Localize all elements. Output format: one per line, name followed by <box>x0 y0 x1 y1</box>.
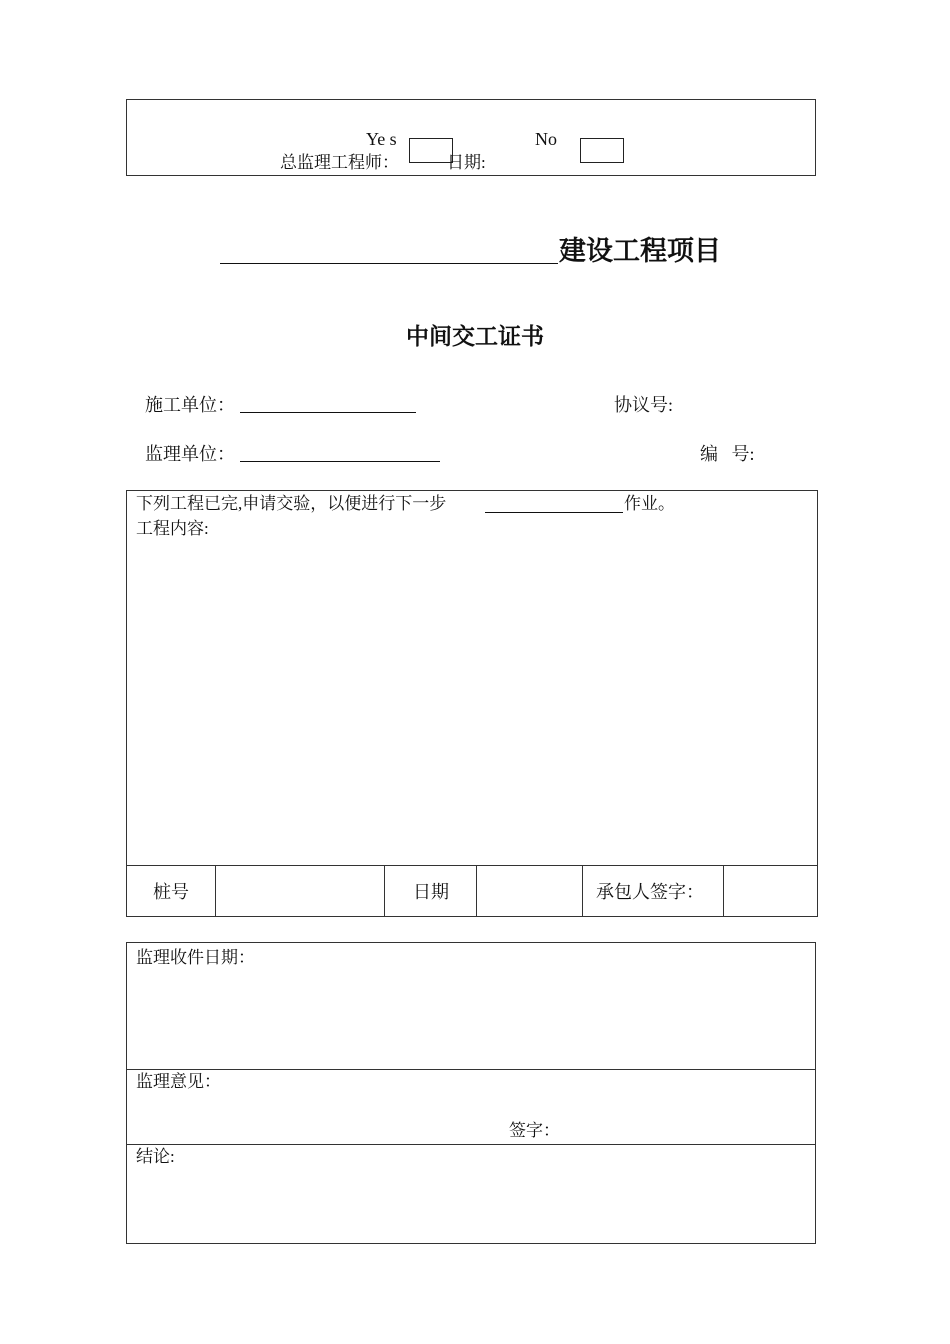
no-label: No <box>535 129 557 149</box>
agreement-number-label: 协议号: <box>614 395 674 415</box>
row-divider <box>127 865 817 866</box>
contractor-blank[interactable] <box>240 412 416 413</box>
approval-date-label: 日期: <box>447 153 486 172</box>
next-step-blank[interactable] <box>485 512 623 513</box>
work-date-cell[interactable] <box>478 867 581 915</box>
project-title-suffix: 建设工程项目 <box>559 236 721 266</box>
col-divider-3 <box>476 865 477 917</box>
work-content-label: 工程内容: <box>136 519 209 538</box>
stake-number-cell[interactable] <box>217 867 383 915</box>
work-content-area[interactable] <box>136 543 806 861</box>
col-divider-4 <box>582 865 583 917</box>
conclusion-label: 结论: <box>136 1147 175 1166</box>
receipt-date-label: 监理收件日期： <box>136 948 255 967</box>
no-checkbox[interactable] <box>580 138 624 163</box>
work-statement-before: 下列工程已完,申请交验，以便进行下一步 <box>136 494 447 513</box>
receipt-date-area[interactable] <box>136 971 806 1067</box>
col-divider-5 <box>723 865 724 917</box>
stake-number-label: 桩号 <box>153 882 189 902</box>
work-date-label: 日期 <box>413 882 449 902</box>
certificate-title: 中间交工证书 <box>406 324 544 349</box>
approval-box <box>126 99 816 176</box>
serial-number-label: 编 号: <box>700 444 755 464</box>
supervision-divider-2 <box>127 1144 815 1145</box>
contractor-signature-cell[interactable] <box>725 867 815 915</box>
supervision-divider-1 <box>127 1069 815 1070</box>
supervisor-label: 监理单位： <box>145 444 235 464</box>
supervisor-blank[interactable] <box>240 461 440 462</box>
work-statement-after: 作业。 <box>624 494 675 513</box>
work-content-table <box>126 490 818 917</box>
supervisor-opinion-label: 监理意见： <box>136 1072 221 1091</box>
project-name-blank[interactable] <box>220 263 558 264</box>
contractor-label: 施工单位： <box>145 395 235 415</box>
supervisor-opinion-area[interactable] <box>136 1093 506 1141</box>
supervisor-sign-label: 签字： <box>509 1121 560 1140</box>
supervision-table <box>126 942 816 1244</box>
col-divider-2 <box>384 865 385 917</box>
conclusion-area[interactable] <box>136 1169 806 1239</box>
chief-engineer-label: 总监理工程师： <box>280 153 399 172</box>
col-divider-1 <box>215 865 216 917</box>
contractor-signature-label: 承包人签字： <box>596 882 704 902</box>
yes-label: Ye s <box>366 129 397 149</box>
